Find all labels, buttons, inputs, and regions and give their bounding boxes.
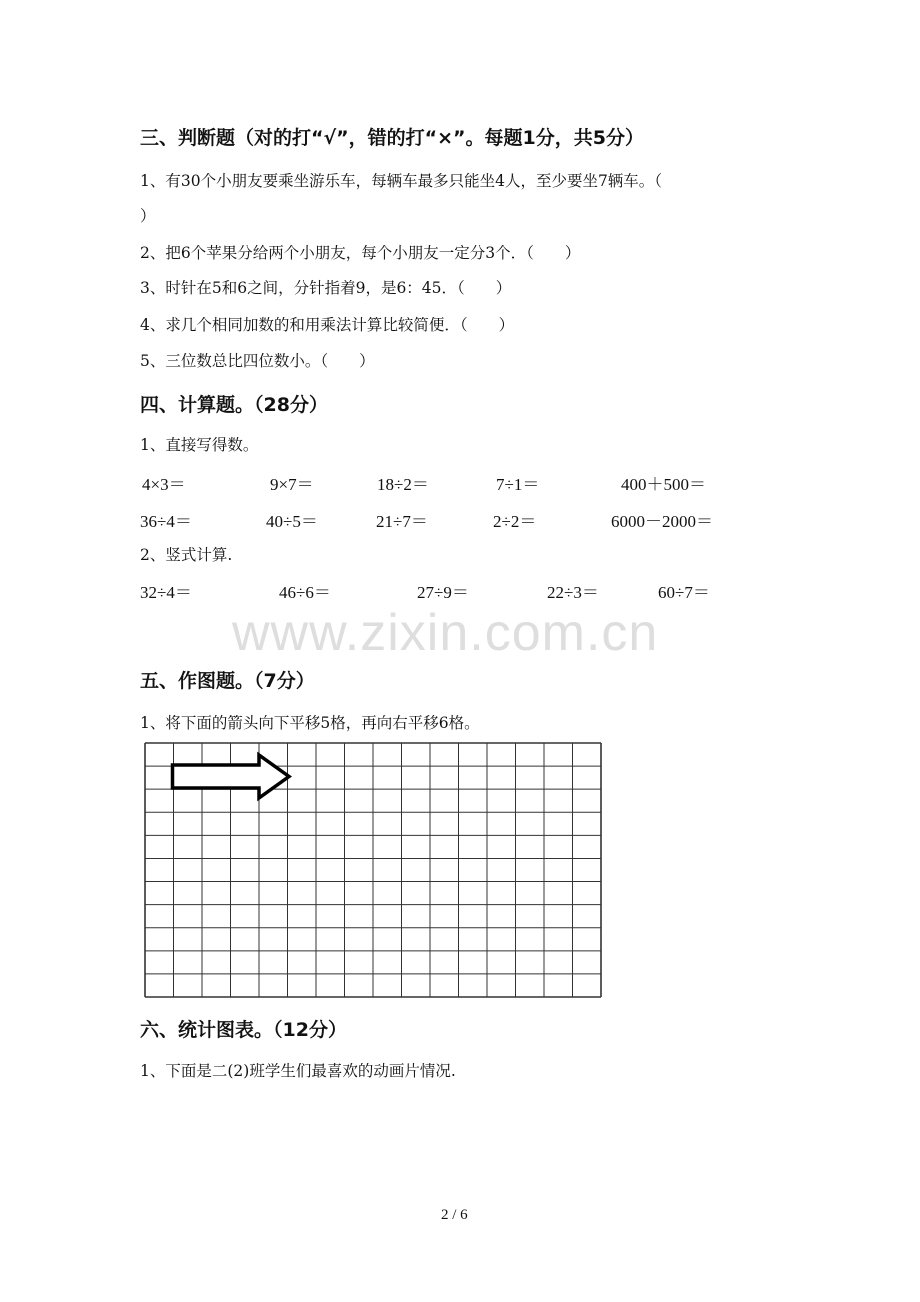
calc-item: 46÷6＝ [279, 583, 331, 602]
calc-item: 400＋500＝ [621, 475, 706, 494]
section6-title: 六、统计图表。（12分） [140, 1019, 347, 1041]
calc-item: 6000－2000＝ [611, 512, 713, 531]
calc-item: 4×3＝ [142, 475, 186, 494]
calc-sub2: 2、竖式计算. [140, 546, 233, 564]
calc-item: 27÷9＝ [417, 583, 469, 602]
calc-item: 36÷4＝ [140, 512, 192, 531]
calc-item: 21÷7＝ [376, 512, 428, 531]
question-3: 3、时针在5和6之间，分针指着9，是6：45．（ ） [140, 279, 512, 297]
calc-item: 60÷7＝ [658, 583, 710, 602]
calc-item: 2÷2＝ [493, 512, 537, 531]
calc-item: 40÷5＝ [266, 512, 318, 531]
page-number: 2 / 6 [441, 1207, 468, 1223]
calc-item: 22÷3＝ [547, 583, 599, 602]
calc-sub1: 1、直接写得数。 [140, 436, 259, 454]
drawing-grid [144, 742, 602, 1002]
drawing-question: 1、将下面的箭头向下平移5格，再向右平移6格。 [140, 714, 480, 732]
watermark: www.zixin.com.cn [232, 604, 659, 662]
section3-title: 三、判断题（对的打“√”，错的打“×”。每题1分，共5分） [140, 127, 644, 149]
grid-svg [144, 742, 602, 998]
question-5: 5、三位数总比四位数小。（ ） [140, 352, 375, 370]
question-1-line2: ） [140, 207, 156, 225]
calc-item: 9×7＝ [270, 475, 314, 494]
chart-question: 1、下面是二(2)班学生们最喜欢的动画片情况. [140, 1062, 456, 1080]
question-1-line1: 1、有30个小朋友要乘坐游乐车，每辆车最多只能坐4人，至少要坐7辆车。（ [140, 172, 663, 190]
calc-item: 7÷1＝ [496, 475, 540, 494]
question-4: 4、求几个相同加数的和用乘法计算比较简便．（ ） [140, 316, 515, 334]
question-2: 2、把6个苹果分给两个小朋友，每个小朋友一定分3个．（ ） [140, 244, 581, 262]
section4-title: 四、计算题。（28分） [140, 394, 328, 416]
section5-title: 五、作图题。（7分） [140, 670, 315, 692]
calc-item: 32÷4＝ [140, 583, 192, 602]
calc-item: 18÷2＝ [377, 475, 429, 494]
